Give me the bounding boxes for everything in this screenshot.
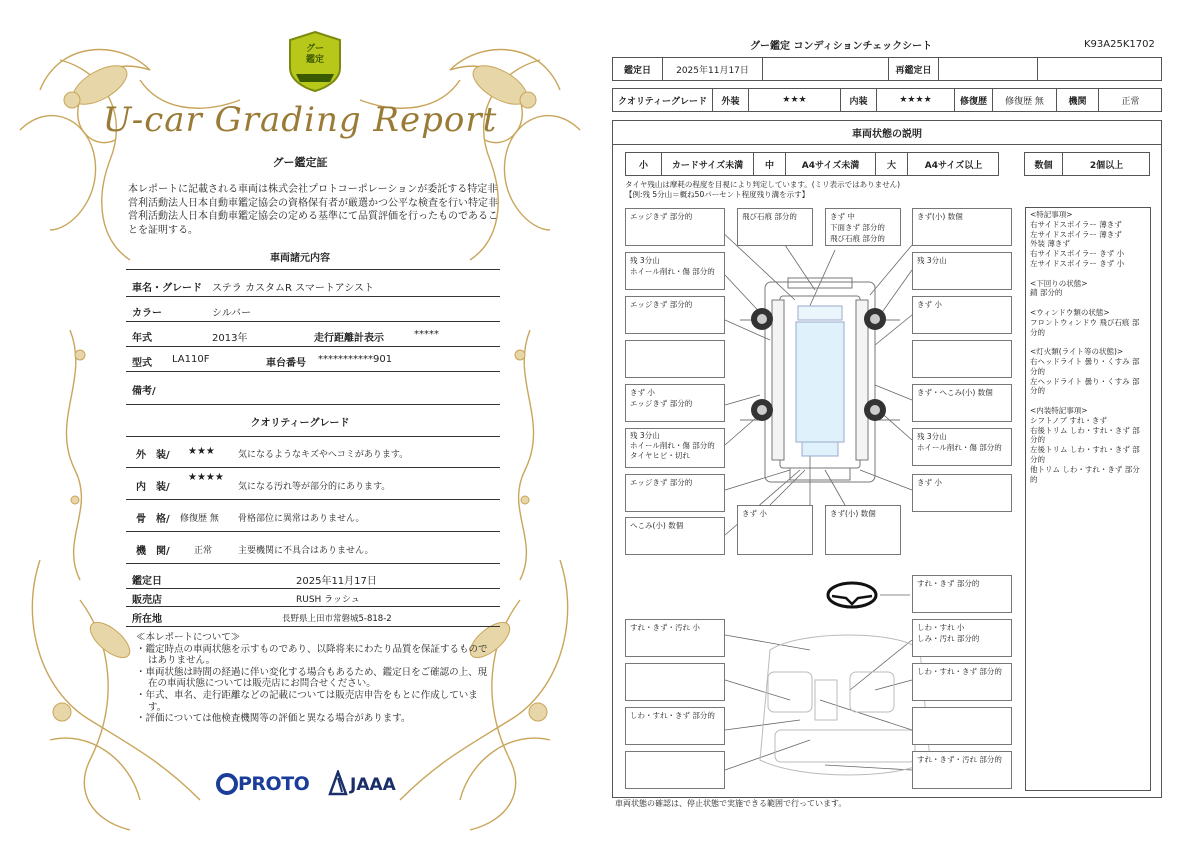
engine-value: 正常	[1121, 96, 1140, 107]
tire-note-1: タイヤ残山は摩耗の程度を目視により判定しています。(ミリ表示ではありません)	[625, 180, 901, 189]
reappraisal-label: 再鑑定日	[889, 58, 939, 80]
size-small-desc: カードサイズ未満	[662, 153, 754, 175]
exterior-comment: 気になるようなキズやヘコミがあります。	[238, 450, 409, 460]
size-small: 小	[626, 153, 662, 175]
sheet-title: グー鑑定 コンディションチェックシート	[750, 41, 933, 52]
exterior-label: 外 装/	[136, 450, 170, 461]
sheet-footnote: 車両状態の確認は、停止状態で実施できる範囲で行っています。	[615, 799, 847, 808]
ext-label: 外装	[713, 89, 749, 111]
year-value: 2013年	[212, 333, 248, 344]
exterior-rating: ★★★	[188, 446, 215, 457]
divider	[126, 499, 500, 500]
damage-box: きず(小) 数個	[825, 505, 901, 555]
year-label: 年式	[132, 333, 152, 344]
dealer-label: 販売店	[132, 595, 162, 606]
repair-label: 修復歴	[955, 89, 993, 111]
mileage-label: 走行距離計表示	[314, 333, 384, 344]
notes-group: <下回りの状態> 錆 部分的	[1030, 278, 1088, 298]
report-title: U-car Grading Report	[102, 100, 498, 140]
note-item: ・鑑定時点の車両状態を示すものであり、以降将来にわたり品質を保証するものではありません。	[136, 643, 488, 667]
proto-logo-icon	[216, 772, 238, 796]
interior-box	[912, 707, 1012, 745]
divider	[126, 563, 500, 564]
damage-box	[912, 340, 1012, 378]
divider	[126, 626, 500, 627]
tire-note-2: 【例:残 5分山＝概ね50パーセント程度残り溝を示す】	[625, 190, 810, 199]
interior-rating: ★★★★	[188, 472, 224, 483]
damage-box: きず(小) 数個	[912, 208, 1012, 246]
damage-box: 残 3分山 ホイール削れ・傷 部分的 タイヤヒビ・切れ	[625, 428, 725, 468]
chassis-label: 車台番号	[266, 358, 306, 369]
damage-box: へこみ(小) 数個	[625, 517, 725, 555]
date-value: 2025年11月17日	[663, 58, 763, 80]
int-label: 内装	[841, 89, 877, 111]
name-value: ステラ カスタムR スマートアシスト	[212, 283, 374, 294]
model-value: LA110F	[172, 354, 210, 365]
damage-box: きず 中 下面きず 部分的 飛び石痕 部分的	[825, 208, 901, 246]
damage-box: 残 3分山 ホイール削れ・傷 部分的	[912, 428, 1012, 466]
frame-comment: 骨格部位に異常はありません。	[238, 514, 365, 524]
damage-box: きず 小	[737, 505, 813, 555]
interior-diagram-icon	[760, 635, 930, 775]
divider	[126, 404, 500, 405]
remarks-label: 備考/	[132, 386, 156, 397]
interior-box	[625, 751, 725, 789]
condition-title: 車両状態の説明	[613, 121, 1161, 145]
size-count-desc: 2個以上	[1089, 160, 1124, 171]
notes-group: <灯火類(ライト等の状態)> 右ヘッドライト 曇り・くすみ 部分的 左ヘッドライト 曇り・くすみ 部分的	[1030, 347, 1140, 396]
note-item: ・年式、車名、走行距離などの記載については販売店申告をもとに作成しています。	[136, 689, 478, 713]
damage-box: きず 小	[912, 474, 1012, 512]
engine-rating: 正常	[194, 546, 213, 556]
chassis-value: ***********901	[318, 354, 393, 365]
proto-logo: PROTO	[238, 773, 310, 795]
damage-box: エッジきず 部分的	[625, 296, 725, 334]
interior-box: しわ・すれ 小 しみ・汚れ 部分的	[912, 619, 1012, 657]
interior-box: すれ・きず 部分的	[912, 575, 1012, 613]
quality-grade-heading: クオリティーグレード	[250, 418, 350, 429]
damage-box	[625, 340, 725, 378]
notes-group: <内装特記事項> シフトノブ すれ・きず 右後トリム しわ・すれ・きず 部分的 左後トリム しわ・すれ・きず 部分的 他トリム しわ・すれ・きず 部分的	[1030, 405, 1140, 484]
interior-box: すれ・きず・汚れ 部分的	[912, 751, 1012, 789]
damage-box: 残 3分山	[912, 252, 1012, 290]
int-value: ★★★★	[877, 89, 955, 111]
appraisal-date-value: 2025年11月17日	[296, 576, 377, 587]
damage-box: 飛び石痕 部分的	[737, 208, 813, 246]
divider	[126, 436, 500, 437]
reappraisal-blank	[1038, 58, 1162, 80]
damage-box: エッジきず 部分的	[625, 474, 725, 512]
divider	[126, 296, 500, 297]
name-label: 車名・グレード	[132, 283, 202, 294]
size-large-desc: A4サイズ以上	[924, 160, 983, 171]
note-item: ・評価については他検査機関等の評価と異なる場合があります。	[136, 713, 411, 725]
engine-comment: 主要機関に不具合はありません。	[238, 546, 374, 556]
certificate-intro: 本レポートに記載される車両は株式会社プロトコーポレーションが委託する特定非営利活動法人日本自動車鑑定協会の資格保有者が厳選かつ公平な検査を行い特定非営利活動法人日本自動車鑑定協会の定める基準にて品質評価を行ったものであることを証明する。	[128, 184, 498, 236]
divider	[126, 321, 500, 322]
interior-comment: 気になる汚れ等が部分的にあります。	[238, 482, 391, 492]
location-value: 長野県上田市常磐城5-818-2	[282, 614, 392, 624]
engine-label: 機関	[1057, 89, 1099, 111]
jaaa-logo-icon	[328, 770, 348, 796]
interior-label: 内 装/	[136, 482, 170, 493]
interior-box: しわ・すれ・きず 部分的	[625, 707, 725, 745]
notes-group: <ウィンドウ類の状態> フロントウィンドウ 飛び石痕 部分的	[1030, 307, 1140, 337]
notes-title: ≪本レポートについて≫	[136, 632, 241, 643]
color-value: シルバー	[212, 308, 252, 319]
damage-box: きず 小 エッジきず 部分的	[625, 384, 725, 422]
interior-box	[625, 663, 725, 701]
steering-wheel-icon	[828, 583, 876, 607]
interior-box: しわ・すれ・きず 部分的	[912, 663, 1012, 701]
sheet-code: K93A25K1702	[1084, 39, 1155, 50]
size-count: 数個	[1025, 153, 1063, 175]
frame-label: 骨 格/	[136, 514, 170, 525]
mileage-value: *****	[414, 329, 439, 340]
damage-box: 残 3分山 ホイール削れ・傷 部分的	[625, 252, 725, 290]
color-label: カラー	[132, 308, 162, 319]
damage-box: エッジきず 部分的	[625, 208, 725, 246]
notes-group: <特記事項> 右サイドスポイラー 薄きず 左サイドスポイラー 薄きず 外装 薄きず 右サイドスポイラー きず 小 左サイドスポイラー きず 小	[1030, 210, 1125, 268]
spec-heading: 車両諸元内容	[270, 253, 330, 264]
divider	[126, 588, 500, 589]
divider	[126, 606, 500, 607]
interior-box: すれ・きず・汚れ 小	[625, 619, 725, 657]
divider	[126, 346, 500, 347]
certificate-subtitle: グー鑑定証	[272, 156, 328, 169]
size-mid: 中	[754, 153, 786, 175]
divider	[126, 531, 500, 532]
location-label: 所在地	[132, 614, 162, 625]
jaaa-logo: JAAA	[350, 775, 396, 795]
special-notes-panel	[1025, 207, 1151, 791]
note-item: ・車両状態は時間の経過に伴い変化する場合もあるため、鑑定日をご確認の上、現在の車両状態については販売店にお問合せください。	[136, 666, 488, 690]
grade-label: クオリティーグレード	[613, 89, 713, 111]
engine-label: 機 関/	[136, 546, 170, 557]
size-large: 大	[876, 153, 908, 175]
count-legend	[1024, 152, 1150, 176]
damage-box: きず 小	[912, 296, 1012, 334]
model-label: 型式	[132, 358, 152, 369]
frame-rating: 修復歴 無	[180, 514, 219, 524]
badge-text: グー 鑑定	[305, 44, 324, 65]
damage-box: きず・へこみ(小) 数個	[912, 384, 1012, 422]
repair-value: 修復歴 無	[993, 89, 1057, 111]
report-notes	[136, 632, 496, 725]
ext-value: ★★★	[749, 89, 841, 111]
appraisal-date-label: 鑑定日	[132, 576, 162, 587]
divider	[126, 371, 500, 372]
dealer-value: RUSH ラッシュ	[296, 595, 360, 605]
size-mid-desc: A4サイズ未満	[786, 153, 876, 175]
date-label: 鑑定日	[613, 58, 663, 80]
divider	[126, 467, 500, 468]
divider	[126, 269, 500, 270]
